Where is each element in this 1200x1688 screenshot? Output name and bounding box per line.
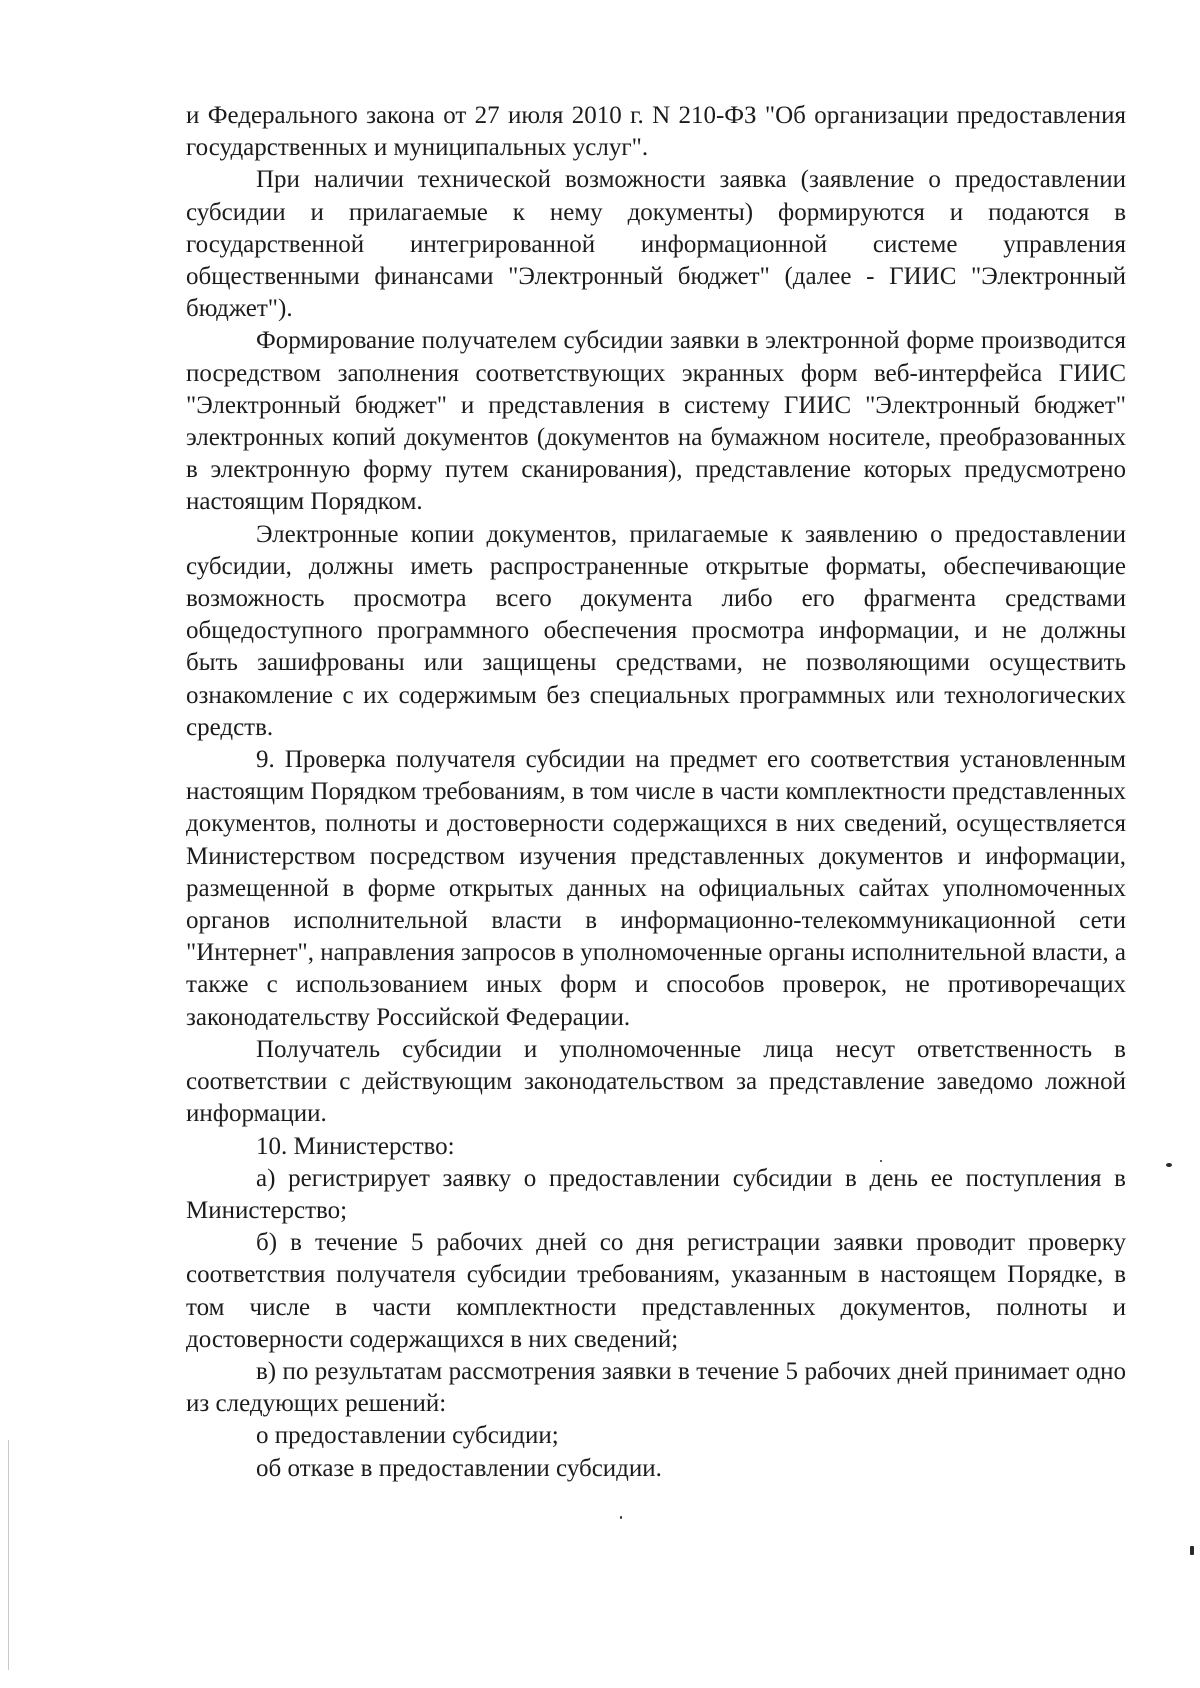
paragraph-electronic-copies-formats: Электронные копии документов, прилагаемые к заявлению о предоставлении субсидии, должны иметь распространенные открытые форматы, обеспечивающие возможность просмотра всего документа либо его фрагмента средствами общедоступного программного обеспечения просмотра информации, и не должны быть зашифрованы или защищены средствами, не позволяющими осуществить ознакомление с их содержимым без специальных программных или технологических средств.	[186, 520, 1126, 741]
scan-speck	[620, 1516, 622, 1519]
paragraph-item-10a: а) регистрирует заявку о предоставлении субсидии в день ее поступления в Министерство;	[186, 1164, 1126, 1224]
paragraph-decision-grant: о предоставлении субсидии;	[256, 1422, 559, 1450]
paragraph-decision-refusal: об отказе в предоставлении субсидии.	[256, 1454, 662, 1482]
paragraph-item-10-ministry: 10. Министерство:	[256, 1132, 455, 1160]
paragraph-electronic-submission: При наличии технической возможности заявка (заявление о предоставлении субсидии и прилагаемые к нему документы) формируются и подаются в государственной интегрированной информационной системе управления общественными финансами "Электронный бюджет" (далее - ГИИС "Электронный бюджет").	[186, 166, 1126, 323]
paragraph-responsibility: Получатель субсидии и уполномоченные лица несут ответственность в соответствии с действующим законодательством за представление заведомо ложной информации.	[186, 1035, 1126, 1128]
scan-speck	[1190, 1546, 1194, 1555]
document-body	[186, 100, 1126, 1485]
paragraph-item-10b: б) в течение 5 рабочих дней со дня регистрации заявки проводит проверку соответствия получателя субсидии требованиям, указанным в настоящем Порядке, в том числе в части комплектности представленных документов, полноты и достоверности содержащихся в них сведений;	[186, 1229, 1126, 1353]
paragraph-item-9-verification: 9. Проверка получателя субсидии на предмет его соответствия установленным настоящим Порядком требованиям, в том числе в части комплектности представленных документов, полноты и достоверности содержащихся в них сведений, осуществляется Министерством посредством изучения представленных документов и информации, размещенной в форме открытых данных на официальных сайтах уполномоченных органов исполнительной власти в информационно-телекоммуникационной сети "Интернет", направления запросов в уполномоченные органы исполнительной власти, а также с использованием иных форм и способов проверок, не противоречащих законодательству Российской Федерации.	[186, 746, 1126, 1031]
scan-speck	[880, 1160, 882, 1162]
paragraph-web-interface-forming: Формирование получателем субсидии заявки в электронной форме производится посредством заполнения соответствующих экранных форм веб-интерфейса ГИИС "Электронный бюджет" и представления в систему ГИИС "Электронный бюджет" электронных копий документов (документов на бумажном носителе, преобразованных в электронную форму путем сканирования), представление которых предусмотрено настоящим Порядком.	[186, 327, 1126, 516]
scan-edge-line	[8, 1440, 9, 1670]
paragraph-law-reference: и Федерального закона от 27 июля 2010 г. N 210-ФЗ "Об организации предоставления государственных и муниципальных услуг".	[186, 102, 1126, 162]
scan-speck	[1166, 1163, 1172, 1167]
paragraph-item-10v: в) по результатам рассмотрения заявки в течение 5 рабочих дней принимает одно из следующих решений:	[186, 1357, 1126, 1418]
